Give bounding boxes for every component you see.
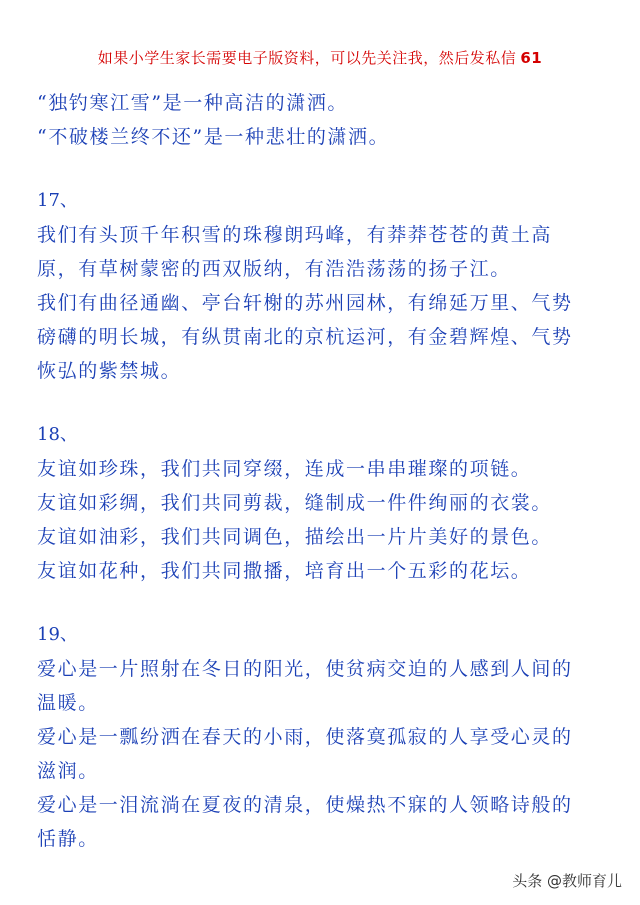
document-body <box>37 86 607 856</box>
promo-header-text: 如果小学生家长需要电子版资料，可以先关注我，然后发私信 <box>97 49 517 67</box>
paragraph-line: 恢弘的紫禁城。 <box>37 360 182 382</box>
paragraph-line: 爱心是一片照射在冬日的阳光，使贫病交迫的人感到人间的 <box>37 658 573 680</box>
paragraph-line: 友谊如花种，我们共同撒播，培育出一个五彩的花坛。 <box>37 560 532 582</box>
section-number: 18、 <box>37 424 78 445</box>
promo-header <box>0 47 640 69</box>
paragraph-line: 友谊如油彩，我们共同调色，描绘出一片片美好的景色。 <box>37 526 553 548</box>
paragraph-line: 滋润。 <box>37 760 99 782</box>
intro-line: “不破楼兰终不还”是一种悲壮的潇洒。 <box>37 126 390 148</box>
section-number: 17、 <box>37 190 78 211</box>
promo-header-number: 61 <box>520 49 543 67</box>
paragraph-line: 磅礴的明长城，有纵贯南北的京杭运河，有金碧辉煌、气势 <box>37 326 573 348</box>
section-gap <box>37 588 607 618</box>
paragraph-line: 爱心是一瓢纷洒在春天的小雨，使落寞孤寂的人享受心灵的 <box>37 726 573 748</box>
section-gap <box>37 388 607 418</box>
section-gap <box>37 154 607 184</box>
paragraph-line: 友谊如珍珠，我们共同穿缀，连成一串串璀璨的项链。 <box>37 458 532 480</box>
paragraph-line: 我们有曲径通幽、亭台轩榭的苏州园林，有绵延万里、气势 <box>37 292 573 314</box>
section-19 <box>37 618 607 856</box>
paragraph-line: 温暖。 <box>37 692 99 714</box>
section-number: 19、 <box>37 624 78 645</box>
section-18 <box>37 418 607 588</box>
section-17 <box>37 184 607 388</box>
paragraph-line: 爱心是一泪流淌在夏夜的清泉，使燥热不寐的人领略诗般的 <box>37 794 573 816</box>
paragraph-line: 我们有头顶千年积雪的珠穆朗玛峰，有莽莽苍苍的黄土高 <box>37 224 553 246</box>
paragraph-line: 原，有草树蒙密的西双版纳，有浩浩荡荡的扬子江。 <box>37 258 511 280</box>
intro-line: “独钓寒江雪”是一种高洁的潇洒。 <box>37 92 349 114</box>
paragraph-line: 友谊如彩绸，我们共同剪裁，缝制成一件件绚丽的衣裳。 <box>37 492 553 514</box>
source-watermark: 头条 @教师育儿 <box>512 872 622 890</box>
paragraph-line: 恬静。 <box>37 828 99 850</box>
